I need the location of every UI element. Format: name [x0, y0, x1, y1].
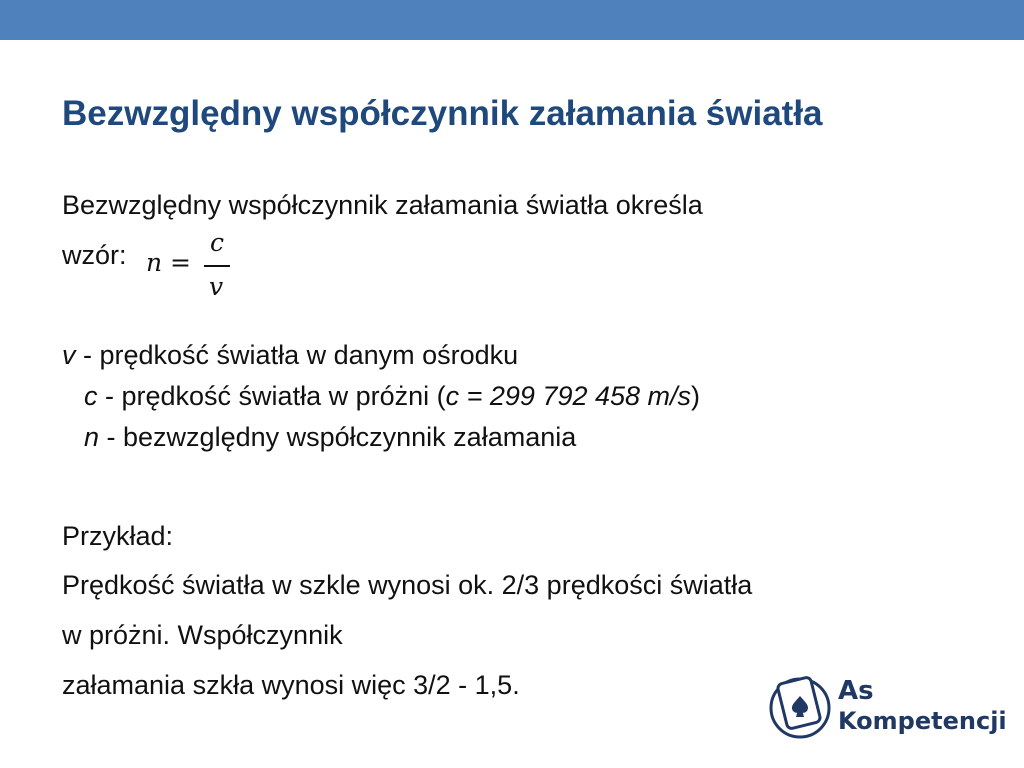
definition-n [84, 422, 576, 453]
definition-symbol: c [84, 381, 98, 411]
formula-lhs: n = [146, 248, 191, 277]
example-heading: Przykład: [62, 521, 174, 551]
definition-symbol: v [62, 340, 76, 370]
example-line-1: Prędkość światła w szkle wynosi ok. 2/3 prędkości światła [62, 570, 753, 600]
logo-text-kompetencji: Kompetencji [838, 707, 1007, 735]
definition-text: - prędkość światła w próżni ( [97, 381, 446, 411]
logo-text-as: As [838, 676, 874, 706]
definition-v [62, 340, 518, 371]
definition-c [84, 381, 700, 412]
definition-text: - prędkość światła w danym ośrodku [75, 340, 519, 370]
intro-line-1: Bezwzględny współczynnik załamania światła określa [62, 190, 703, 220]
definition-text: - bezwzględny współczynnik załamania [99, 422, 577, 452]
slide-title: Bezwzględny współczynnik załamania światła [62, 94, 823, 133]
formula-numerator: c [210, 228, 225, 257]
intro-line-2: wzór: [62, 240, 127, 270]
top-bar [0, 0, 1024, 40]
speed-of-light-value: c = 299 792 458 m/s [445, 381, 692, 411]
definition-symbol: n [84, 422, 100, 452]
example-line-2: w próżni. Współczynnik [62, 620, 343, 650]
formula-denominator: v [209, 272, 224, 301]
example-line-3: załamania szkła wynosi więc 3/2 - 1,5. [62, 670, 520, 700]
definition-close: ) [691, 381, 701, 411]
fraction-bar [204, 265, 230, 267]
